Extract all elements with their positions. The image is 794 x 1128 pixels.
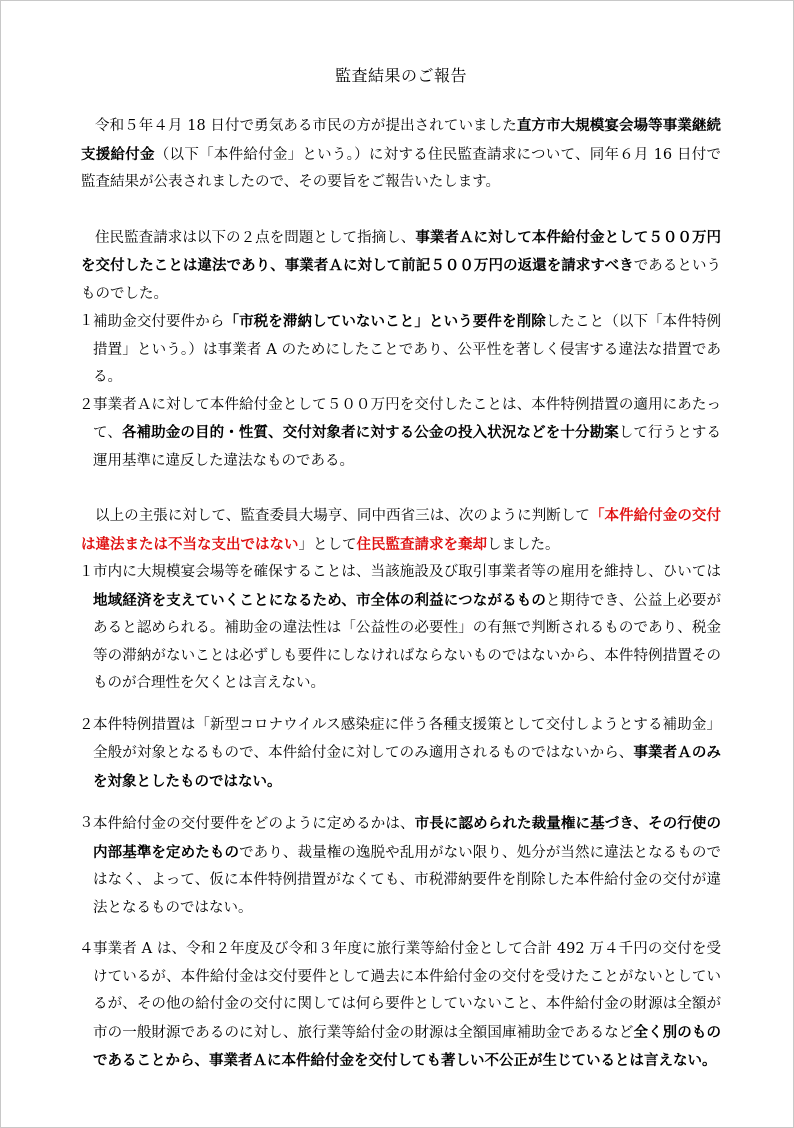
document-body [81,63,721,1076]
page-title: 監査結果のご報告 [334,66,467,85]
item-emphasis: 全く別のものであることから、事業者Ａに本件給付金を交付しても著しい不公正が生じているとは言えない。 [93,1023,722,1069]
intro-text: 令和５年４月 18 日付で勇気ある市民の方が提出されていました [95,118,517,134]
item-number: ２ [79,396,94,413]
item-emphasis: 「市税を滞納していないこと」という要件を削除 [224,313,546,330]
item-emphasis: 地域経済を支えていくことになるため、市全体の利益につながるもの [93,591,547,609]
intro-text-rest: （以下「本件給付金」という。）に対する住民監査請求について、同年６月 16 日付で監査結果が公表されましたので、その要旨をご報告いたします。 [81,146,721,190]
request-text-rest: であるというものでした。 [81,258,721,302]
item-emphasis: 事業者Ａのみを対象としたものではない。 [93,744,721,790]
item-number: ３ [79,815,94,831]
request-text: 住民監査請求は以下の２点を問題として指摘し、 [95,229,416,246]
decision-paragraph [81,502,721,559]
item-text-rest: であり、裁量権の逸脱や乱用がない限り、処分が当然に違法となるものではなく、よって、仮に本件特例措置がなくても、市税滞納要件を削除した本件給付金の交付が違法となるものではない。 [93,844,722,916]
decision-text-mid: 」として [298,536,357,553]
item-number: １ [79,313,94,329]
item-text: 事業者Ａに対して本件給付金として５００万円を交付したことは、本件特例措置の適用にあたって、 [93,396,721,441]
item-number: １ [79,564,94,580]
decision-text: 以上の主張に対して、監査委員大場亨、同中西省三は、次のように判断して [95,508,590,524]
list-item [81,712,721,797]
item-number: ２ [79,716,94,733]
item-emphasis: 各補助金の目的・性質、交付対象者に対する公金の投入状況などを十分勘案 [121,424,619,441]
request-claim: 事業者Ａに対して本件給付金として５００万円を交付したことは違法であり、事業者Ａに対して前記５００万円の返還を請求すべき [81,228,722,274]
item-text: 事業者 A は、令和２年度及び令和３年度に旅行業等給付金として合計 492 万４千円の交付を受けているが、本件給付金は交付要件として過去に本件給付金の交付を受けたことがないとしているが、その他の給付金の交付に関しては何ら要件としていないこと、本件給付金の財源は全額が市の一般財源であるのに対し、旅行業等給付金の財源は全額国庫補助金であるなど [93,941,721,1041]
item-emphasis: 市長に認められた裁量権に基づき、その行使の内部基準を定めたもの [93,815,722,861]
list-item [81,936,721,1076]
list-item [81,559,721,698]
claims-list [81,308,721,475]
subsidy-name: 直方市大規模宴会場等事業継続支援給付金 [81,117,721,163]
item-text: 本件特例措置は「新型コロナウイルス感染症に伴う各種支援策として交付しようとする補助金」全般が対象となるもので、本件給付金に対してのみ適用されるものではないから、 [93,716,721,761]
item-text: 市内に大規模宴会場等を確保することは、当該施設及び取引事業者等の雇用を維持し、ひいては [93,564,721,580]
intro-paragraph [81,112,721,197]
item-number: ４ [79,941,94,957]
list-item [81,392,721,476]
item-text-rest: したこと（以下「本件特例措置」という。）は事業者 A のためにしたことであり、公平性を著しく侵害する違法な措置である。 [93,314,722,385]
findings-list [81,559,721,1076]
decision-text-rest: しました。 [487,536,560,553]
decision-rejection: 住民監査請求を棄却 [356,535,487,553]
item-text-rest: と期待でき、公益上必要があると認められる。補助金の違法性は「公益性の必要性」の有無で判断されるものであり、税金等の滞納がないことは必ずしも要件にしなければならないものではないから、本件特例措置そのものが合理性を欠くとは言えない。 [93,592,721,691]
item-text: 補助金交付要件から [93,314,225,330]
item-text-rest: して行うとする運用基準に違反した違法なものである。 [93,425,721,469]
list-item [81,308,721,392]
list-item [81,810,721,922]
decision-conclusion: 「本件給付金の交付は違法または不当な支出ではない [81,507,721,553]
request-paragraph [81,224,721,309]
item-text: 本件給付金の交付要件をどのように定めるかは、 [93,816,415,832]
